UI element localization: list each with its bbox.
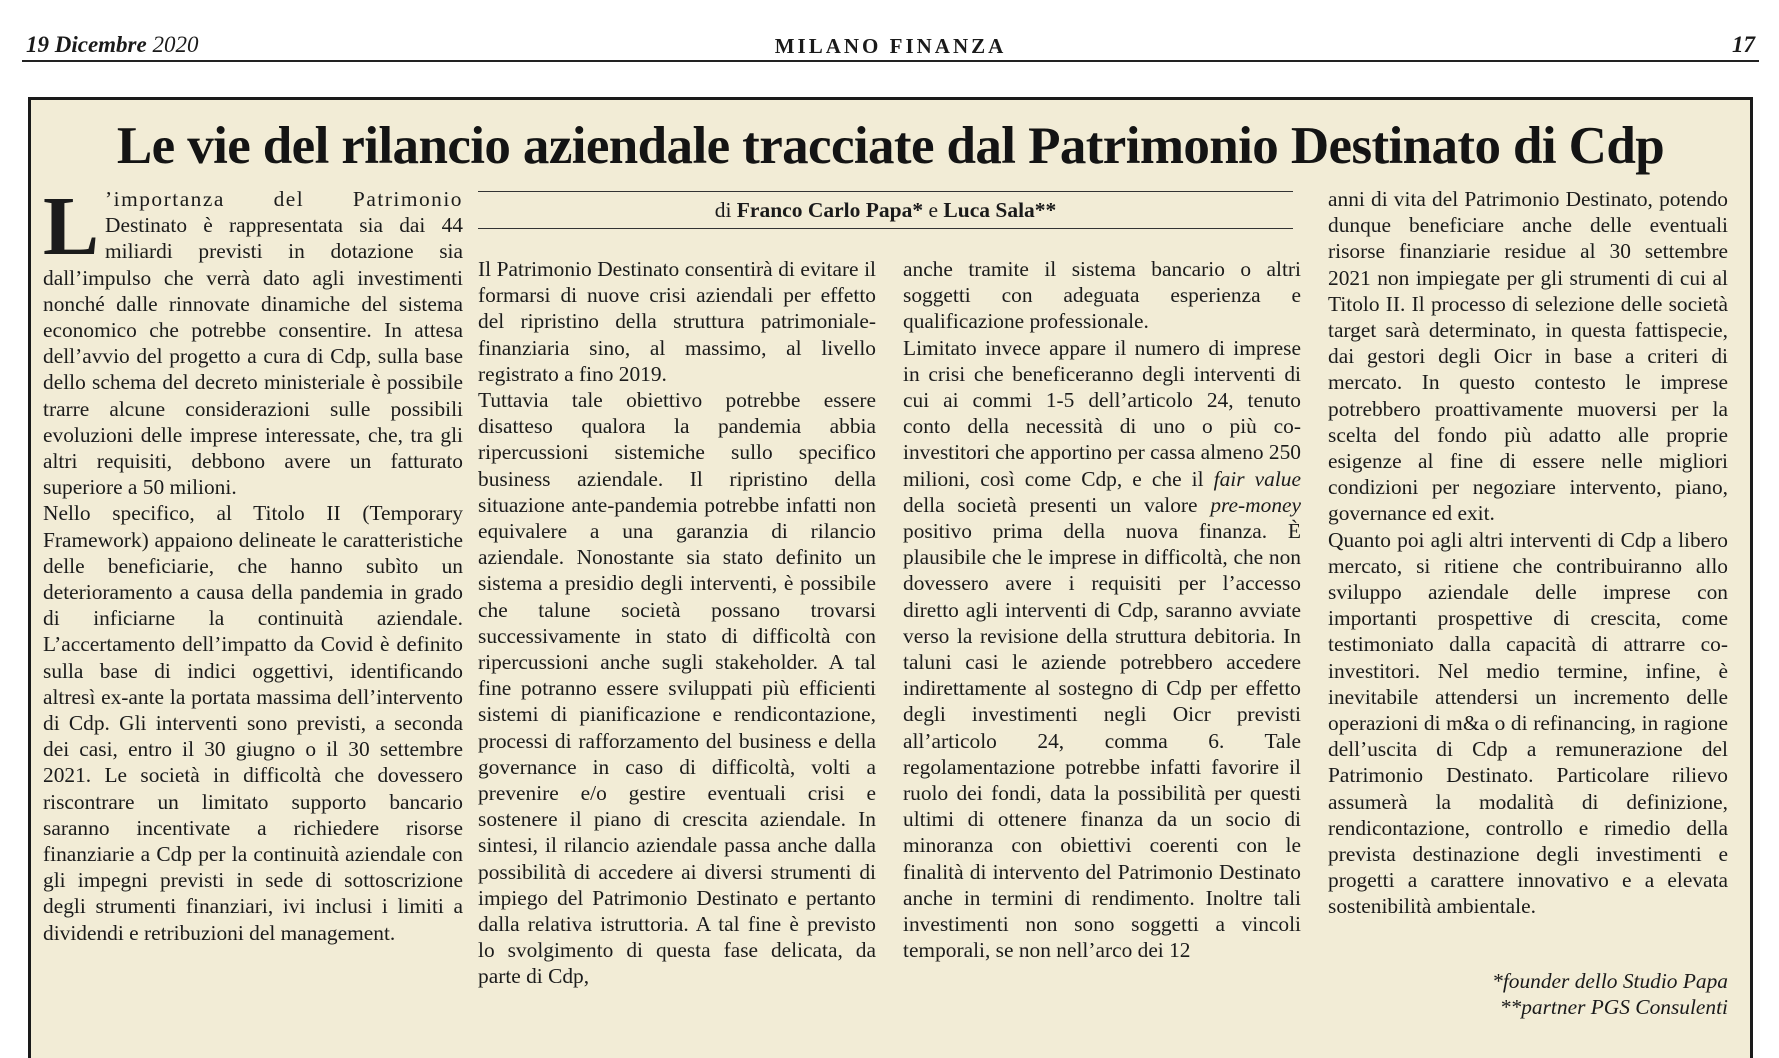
page-number: 17 [1732, 32, 1755, 57]
byline: di Franco Carlo Papa* e Luca Sala** [478, 191, 1293, 229]
footnote: *founder dello Studio Papa [1492, 969, 1728, 993]
paragraph: Il Patrimonio Destinato consentirà di evitare il formarsi di nuove crisi aziendali per effetto del ripristino della struttura patrimoniale-finanziaria sino, al massimo, al livello registrato a fino 2019. [478, 257, 876, 386]
footnote: **partner PGS Consulenti [1499, 995, 1728, 1019]
paragraph: Limitato invece appare il numero di imprese in crisi che beneficeranno degli interventi di cui ai commi 1-5 dell’articolo 24, tenuto conto della necessità di uno o più co-investitori che apportino per cassa almeno 250 milioni, così come Cdp, e che il fair value della società presenti un valore pre-money positivo prima della nuova finanza. È plausibile che le imprese in difficoltà, che non dovessero avere i requisiti per l’accesso diretto agli interventi di Cdp, saranno avviate verso la revisione della struttura debitoria. In taluni casi le aziende potrebbero accedere indirettamente al sostegno di Cdp per effetto degli investimenti negli Oicr previsti all’articolo 24, comma 6. Tale regolamentazione potrebbe infatti favorire il ruolo dei fondi, data la possibilità per questi ultimi di ottenere finanza da un socio di minoranza con obiettivi coerenti con le finalità di intervento del Patrimonio Destinato anche in termini di rendimento. Inoltre tali investimenti non sono soggetti a vincoli temporali, se non nell’arco dei 12 [903, 335, 1301, 963]
paragraph: Nello specifico, al Titolo II (Temporary Framework) appaiono delineate le caratteristiche delle beneficiarie, che hanno subìto un deterioramento a causa della pandemia in grado di inficiarne la continuità aziendale. L’accertamento dell’impatto da Covid è definito sulla base di indici oggettivi, identificando altresì ex-ante la portata massima dell’intervento di Cdp. Gli interventi sono previsti, a seconda dei casi, entro il 30 giugno o il 30 settembre 2021. Le società in difficoltà che dovessero riscontrare un limitato supporto bancario saranno incentivate a richiedere risorse finanziarie a Cdp per la continuità aziendale con gli impegni previsti in sede di sottoscrizione degli strumenti finanziari, ivi inclusi i limiti a dividendi e retribuzioni del management. [43, 501, 463, 945]
newspaper-name: MILANO FINANZA [774, 34, 1007, 58]
paragraph: anni di vita del Patrimonio Destinato, potendo dunque beneficiare anche delle eventuali risorse finanziarie residue al 30 settembre 2021 non impiegate per gli strumenti di cui al Titolo II. Il processo di selezione delle società target sarà determinato, in questa fattispecie, dai gestori degli Oicr in base a criteri di mercato. In questo contesto le imprese potrebbero proattivamente muoversi per la scelta del fondo più adatto alle proprie esigenze al fine di essere nelle migliori condizioni per negoziare intervento, piano, governance ed exit. [1328, 187, 1728, 526]
issue-date: 19 Dicembre 2020 [26, 32, 199, 57]
newspaper-masthead [22, 26, 1759, 62]
article-column-4 [1328, 186, 1728, 920]
drop-cap: L [43, 180, 100, 273]
paragraph: anche tramite il sistema bancario o altri soggetti con adeguata esperienza e qualificazione professionale. [903, 257, 1301, 334]
article-box [28, 97, 1753, 1058]
article-column-1: L ’importanza del Patrimonio Destinato è rappresentata sia dai 44 miliardi previsti in dotazione sia dall’impulso che verrà dato agli investimenti nonché dalle rinnovate dinamiche del sistema economico che potrebbe consentire. In attesa dell’avvio del progetto a cura di Cdp, sulla base dello schema del decreto ministeriale è possibile trarre alcune considerazioni sulle possibili evoluzioni delle imprese interessate, che, tra gli altri requisiti, debbono avere un fatturato superiore a 50 milioni. Nello specifico, al Titolo II (Temporary Framework) appaiono delineate le caratteristiche delle beneficiarie, che hanno subìto un deterioramento a causa della pandemia in grado di inficiarne la continuità aziendale. L’accertamento dell’impatto da Covid è definito sulla base di indici oggettivi, identificando altresì ex-ante la portata massima dell’intervento di Cdp. Gli interventi sono previsti, a seconda dei casi, entro il 30 giugno o il 30 settembre 2021. Le società in difficoltà che dovessero riscontrare un limitato supporto bancario saranno incentivate a richiedere risorse finanziarie a Cdp per la continuità aziendale con gli impegni previsti in sede di sottoscrizione degli strumenti finanziari, ivi inclusi i limiti a dividendi e retribuzioni del management. [43, 180, 463, 945]
author-footnotes [1328, 968, 1728, 1020]
paragraph: Quanto poi agli altri interventi di Cdp a libero mercato, si ritiene che contribuiranno allo sviluppo aziendale delle imprese con importanti prospettive di crescita, come testimoniato dalla capacità di attrarre co-investitori. Nel medio termine, infine, è inevitabile attendersi un incremento delle operazioni di m&a o di refinancing, in ragione dell’uscita di Cdp a remunerazione del Patrimonio Destinato. Particolare rilievo assumerà la modalità di definizione, rendicontazione, controllo e rimedio della prevista destinazione degli investimenti e progetti a carattere innovativo e a elevata sostenibilità ambientale. [1328, 527, 1728, 919]
article-column-2 [478, 256, 876, 990]
author-name: Franco Carlo Papa* [736, 198, 924, 222]
article-headline: Le vie del rilancio aziendale tracciate dal Patrimonio Destinato di Cdp [116, 117, 1665, 175]
paragraph: Tuttavia tale obiettivo potrebbe essere disatteso qualora la pandemia abbia ripercussioni sistemiche sullo specifico business aziendale. Il ripristino della situazione ante-pandemia potrebbe infatti non equivalere a una garanzia di rilancio aziendale. Nonostante sia stato definito un sistema a presidio degli interventi, è possibile che talune società possano trovarsi successivamente in stato di difficoltà con ripercussioni anche sugli stakeholder. A tal fine potranno essere sviluppati più efficienti sistemi di pianificazione e rendicontazione, processi di rafforzamento del business e della governance in caso di difficoltà, volti a prevenire e/o gestire eventuali crisi e sostenere il piano di crescita aziendale. In sintesi, il rilancio aziendale passa anche dalla possibilità di accedere ai diversi strumenti di impiego del Patrimonio Destinato e pertanto dalla relativa istruttoria. A tal fine è previsto lo svolgimento di questa fase delicata, da parte di Cdp, [478, 388, 876, 989]
article-column-3 [903, 256, 1301, 963]
author-name: Luca Sala** [943, 198, 1057, 222]
